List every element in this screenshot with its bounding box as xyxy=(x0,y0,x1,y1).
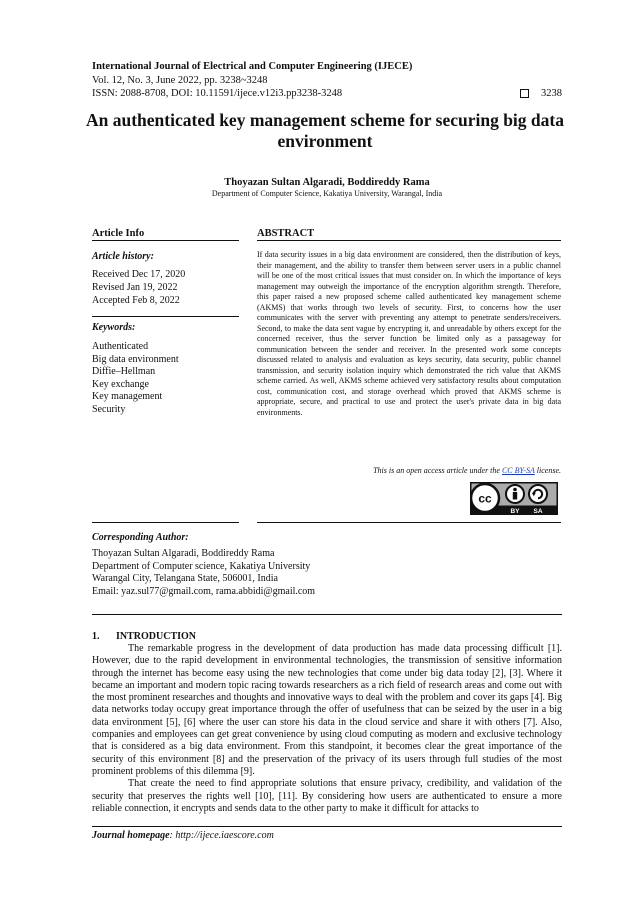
section-number: 1. xyxy=(92,631,100,642)
keyword-item: Diffie–Hellman xyxy=(92,366,156,377)
divider xyxy=(92,826,562,827)
divider xyxy=(92,614,562,615)
issn-doi: ISSN: 2088-8708, DOI: 10.11591/ijece.v12i3.pp3238-3248 xyxy=(92,88,343,99)
history-heading: Article history: xyxy=(92,251,154,262)
keyword-item: Key management xyxy=(92,391,163,402)
article-info-column xyxy=(92,228,239,307)
paragraph: That create the need to find appropriate solutions that ensure privacy, credibility, and validation of the security that preserves the rights well [10], [11]. By considering how users are authenticated to ensure a more reliable connection, it encrypts and sends data to the other party to make it difficult for attacks to xyxy=(92,778,562,814)
homepage-label: Journal homepage xyxy=(92,830,170,841)
keyword-item: Security xyxy=(92,403,126,415)
open-access-prefix: This is an open access article under the xyxy=(373,466,502,475)
divider xyxy=(257,522,561,523)
accepted-date: Accepted Feb 8, 2022 xyxy=(92,295,180,306)
by-label: BY xyxy=(510,508,520,515)
keyword-item: Authenticated xyxy=(92,341,149,352)
abstract-column xyxy=(257,228,561,418)
abstract-text: If data security issues in a big data environment are considered, then the distribution of keys, their management, and the ability to transfer them between server users in a public channel will be one of the most critical issues that must consider on. In which the importance of keys management may outweigh the importance of the encryption algorithm strength. Therefore, this paper raised a new proposed scheme called authenticated key management scheme (AKMS) that works through two levels of security. First, to concerns how the user communicates with the server with preventing any attempt to penetrate senders/receivers. Second, to make the data sent vague by encrypting it, and unreadable by others except for the concerned receiver, thus the server function be limited only as a passageway for communication between the sender and receiver. In the presented work some concepts discussed related to analysis and evaluation as keys security, data security, public channel transmission, and security isolation inquiry which demonstrated the rich value that AKMS scheme carried. As well, AKMS scheme achieved very satisfactory results about computation cost, communication cost, and storage overhead which proved that AKMS scheme is appropriate, secure, and practical to use and protect the user's private data in big data environments. xyxy=(257,250,561,417)
cc-logo-text: cc xyxy=(478,491,492,506)
volume-info: Vol. 12, No. 3, June 2022, pp. 3238~3248 xyxy=(92,74,268,86)
article-info-heading: Article Info xyxy=(92,228,239,241)
keyword-item: Big data environment xyxy=(92,353,179,365)
sa-label: SA xyxy=(533,508,543,515)
divider xyxy=(92,316,239,317)
running-header xyxy=(92,60,562,101)
corresponding-author-details xyxy=(92,548,532,598)
article-history xyxy=(92,268,239,307)
introduction-body xyxy=(92,643,562,815)
author-list: Thoyazan Sultan Algaradi, Boddireddy Rama xyxy=(224,177,430,188)
section-heading xyxy=(92,631,196,642)
keywords-heading: Keywords: xyxy=(92,322,136,333)
revised-date: Revised Jan 19, 2022 xyxy=(92,282,178,293)
affiliation: Department of Computer Science, Kakatiya University, Warangal, India xyxy=(211,189,443,198)
corresponding-email: Email: yaz.sul77@gmail.com, rama.abbidi@gmail.com xyxy=(92,585,316,597)
open-access-suffix: license. xyxy=(534,466,561,475)
page-number: 3238 xyxy=(541,88,562,99)
corresponding-address: Warangal City, Telangana State, 506001, India xyxy=(92,573,278,584)
divider xyxy=(92,522,239,523)
received-date: Received Dec 17, 2020 xyxy=(92,269,186,280)
cc-by-sa-badge-icon[interactable] xyxy=(470,482,558,515)
journal-homepage-footer: Journal homepage: http://ijece.iaescore.com xyxy=(92,830,274,841)
keyword-item: Key exchange xyxy=(92,378,149,390)
license-link[interactable]: CC BY-SA xyxy=(501,466,535,475)
paragraph: The remarkable progress in the development of data production has made data processing difficult [1]. However, due to the rapid development in environmental technologies, the transmission of sensitive information through the internet has become easy using the new technologies that come under big data today [2], [3]. Where it became an important and modern topic racing towards researchers as a rich field of research areas and come out with the most prominent researches and thoughts and innovative ways to deal with the problem and cover its gaps [4]. Big data networks today occupy great importance through the offer of usefulness that can be seized by the user in a big data environment [5], [6] where the user can store his data in the cloud service and share it with others [7]. Also, companies and employees can get great convenience by using cloud computing as modern and exclusive technology that is considered as a big data environment. From this standpoint, it becomes clear the great importance of the security of this environment [8] and the preservation of the privacy of its users through full studies of the most prominent problems of this dilemma [9]. xyxy=(92,643,562,777)
corresponding-department: Department of Computer science, Kakatiya University xyxy=(92,560,311,572)
journal-name: International Journal of Electrical and Computer Engineering (IJECE) xyxy=(92,61,413,72)
paper-title: An authenticated key management scheme for securing big data environment xyxy=(86,110,564,151)
corresponding-author-heading: Corresponding Author: xyxy=(92,532,189,543)
corresponding-names: Thoyazan Sultan Algaradi, Boddireddy Rama xyxy=(92,548,275,559)
open-access-statement xyxy=(257,466,561,475)
square-bullet-icon xyxy=(520,89,529,98)
abstract-heading: ABSTRACT xyxy=(257,228,561,241)
keywords-list xyxy=(92,341,179,416)
homepage-url[interactable]: http://ijece.iaescore.com xyxy=(175,830,274,841)
section-title: INTRODUCTION xyxy=(116,631,197,642)
